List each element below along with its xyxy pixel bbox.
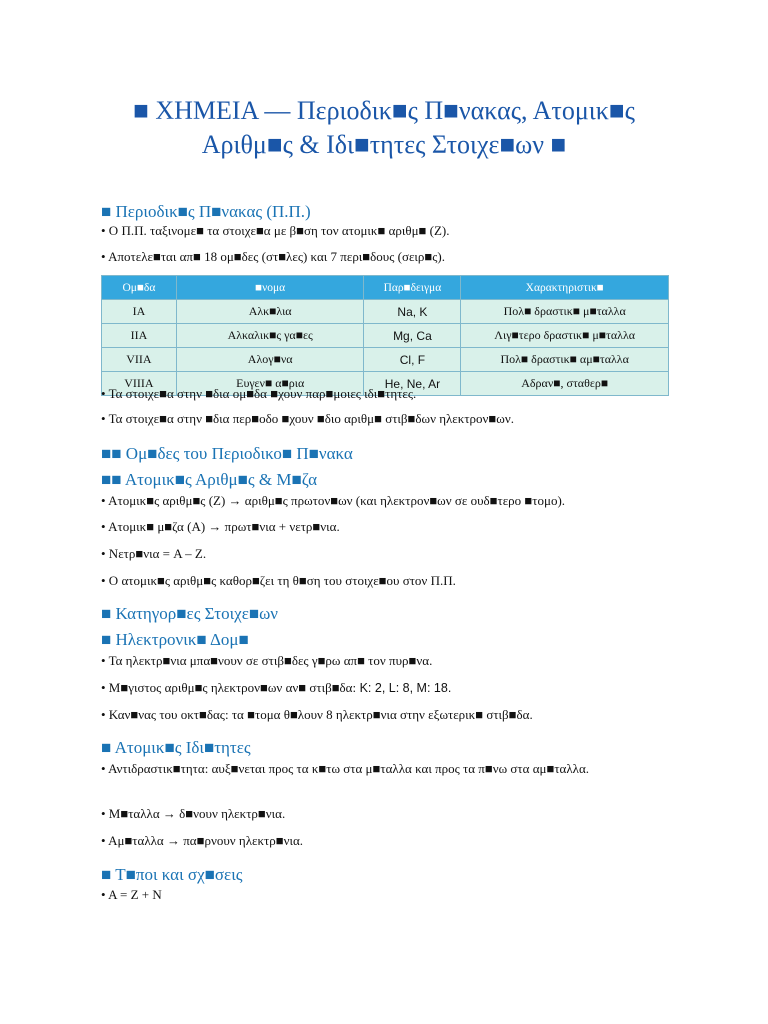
cell-example: He, Ne, Ar — [364, 372, 461, 396]
bullet-electronic-2 — [101, 679, 451, 697]
table-header-row — [102, 276, 669, 300]
heading-atomic-properties: ■ Ατομικ■ς Ιδι■τητες — [101, 738, 251, 757]
page-title — [0, 94, 768, 162]
cell-name: Αλκ■λια — [176, 300, 364, 324]
bullet-formula-1: • A = Z + N — [101, 887, 162, 902]
heading-categories: ■ Κατηγορ■ες Στοιχε■ων — [101, 604, 278, 623]
bullet-atomic-1: • Ατομικ■ς αριθμ■ς (Z) → αριθμ■ς πρωτον■ων (και ηλεκτρον■ων σε ουδ■τερο ■τομο). — [101, 493, 566, 508]
heading-periodic-table: ■ Περιοδικ■ς Π■νακας (Π.Π.) — [101, 202, 311, 221]
bullet-electronic-1: • Τα ηλεκτρ■νια μπα■νουν σε στιβ■δες γ■ρω απ■ τον πυρ■να. — [101, 653, 433, 668]
cell-group: VIIIA — [102, 372, 177, 396]
bullet-atomic-2: • Ατομικ■ μ■ζα (A) → πρωτ■νια + νετρ■νια. — [101, 519, 340, 534]
table-row — [102, 300, 669, 324]
header-name: ■νομα — [176, 276, 364, 300]
groups-table — [101, 275, 669, 396]
cell-name: Αλκαλικ■ς γα■ες — [176, 324, 364, 348]
heading-groups: ■■ Ομ■δες του Περιοδικο■ Π■νακα — [101, 444, 353, 463]
cell-group: IIA — [102, 324, 177, 348]
cell-characteristic: Αδραν■, σταθερ■ — [461, 372, 669, 396]
header-example: Παρ■δειγμα — [364, 276, 461, 300]
cell-example: Mg, Ca — [364, 324, 461, 348]
title-line-1: ■ ΧΗΜΕΙΑ — Περιοδικ■ς Π■νακας, Ατομικ■ς — [133, 96, 635, 125]
cell-group: VIIA — [102, 348, 177, 372]
cell-characteristic: Λιγ■τερο δραστικ■ μ■ταλλα — [461, 324, 669, 348]
bullet-electronic-3 — [101, 706, 533, 723]
cell-name: Ευγεν■ α■ρια — [176, 372, 364, 396]
bullet-electronic-3-text: • Καν■νας του οκτ■δας: — [101, 707, 229, 722]
title-line-2: Αριθμ■ς & Ιδι■τητες Στοιχε■ων ■ — [201, 130, 567, 159]
bullet-periodic-1: • Ο Π.Π. ταξινομε■ τα στοιχε■α με β■ση τον ατομικ■ αριθμ■ (Z). — [101, 223, 450, 238]
cell-group: IA — [102, 300, 177, 324]
header-characteristic: Χαρακτηριστικ■ — [461, 276, 669, 300]
octet-rule-text: τα ■τομα θ■λουν 8 ηλεκτρ■νια στην εξωτερικ■ στιβ■δα. — [228, 707, 533, 722]
bullet-same-period: • Τα στοιχε■α στην ■δια περ■οδο ■χουν ■διο αριθμ■ στιβ■δων ηλεκτρον■ων. — [101, 411, 514, 426]
table-row — [102, 348, 669, 372]
heading-electronic-structure: ■ Ηλεκτρονικ■ Δομ■ — [101, 630, 249, 649]
bullet-atomic-3: • Νετρ■νια = A – Z. — [101, 546, 207, 561]
shell-capacities: K: 2, L: 8, M: 18. — [356, 681, 452, 695]
cell-characteristic: Πολ■ δραστικ■ μ■ταλλα — [461, 300, 669, 324]
heading-formulas: ■ Τ■ποι και σχ■σεις — [101, 865, 243, 884]
bullet-atomic-4: • Ο ατομικ■ς αριθμ■ς καθορ■ζει τη θ■ση του στοιχε■ου στον Π.Π. — [101, 573, 456, 588]
cell-name: Αλογ■να — [176, 348, 364, 372]
table-row — [102, 324, 669, 348]
bullet-properties-1: • Αντιδραστικ■τητα: αυξ■νεται προς τα κ■τω στα μ■ταλλα και προς τα π■νω στα αμ■ταλλα. — [101, 761, 590, 776]
cell-characteristic: Πολ■ δραστικ■ αμ■ταλλα — [461, 348, 669, 372]
bullet-properties-2: • Μ■ταλλα → δ■νουν ηλεκτρ■νια. — [101, 806, 286, 821]
bullet-properties-3: • Αμ■ταλλα → πα■ρνουν ηλεκτρ■νια. — [101, 833, 304, 848]
cell-example: Cl, F — [364, 348, 461, 372]
header-group: Ομ■δα — [102, 276, 177, 300]
bullet-electronic-2-text: • Μ■γιστος αριθμ■ς ηλεκτρον■ων αν■ στιβ■δα: — [101, 680, 357, 695]
bullet-same-group: • Τα στοιχε■α στην ■δια ομ■δα ■χουν παρ■μοιες ιδι■τητες. — [101, 386, 417, 401]
bullet-periodic-2: • Αποτελε■ται απ■ 18 ομ■δες (στ■λες) και 7 περι■δους (σειρ■ς). — [101, 249, 445, 264]
cell-example: Na, K — [364, 300, 461, 324]
heading-atomic-number-mass: ■■ Ατομικ■ς Αριθμ■ς & Μ■ζα — [101, 470, 318, 489]
